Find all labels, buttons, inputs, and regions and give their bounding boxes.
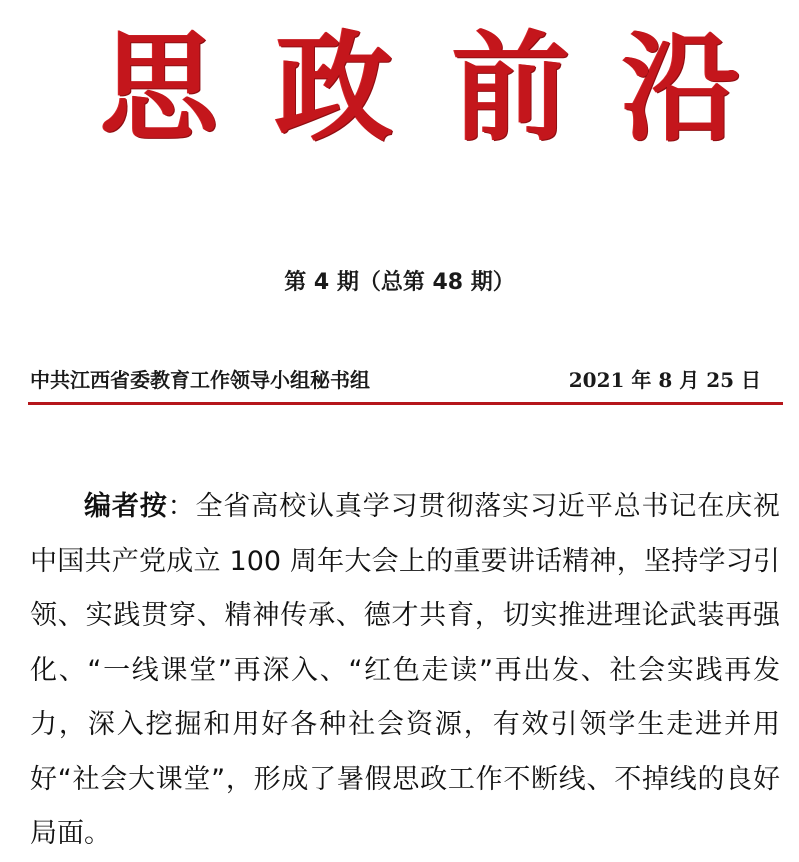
masthead-char-3: 前 (452, 19, 571, 157)
issue-number: 第 4 期（总第 48 期） (284, 270, 515, 295)
issue-date: 2021 年 8 月 25 日 (568, 368, 761, 392)
masthead-char-4: 沿 (622, 19, 741, 157)
masthead-title (0, 18, 799, 158)
masthead-char-2: 政 (275, 19, 394, 157)
masthead-char-1: 思 (100, 19, 219, 157)
editor-note-separator: ： (167, 491, 196, 522)
editor-note-paragraph (30, 480, 780, 862)
issuing-organization: 中共江西省委教育工作领导小组秘书组 (30, 368, 370, 392)
header-divider (28, 402, 783, 405)
editor-note-body: 全省高校认真学习贯彻落实习近平总书记在庆祝中国共产党成立 100 周年大会上的重要讲话精神，坚持学习引领、实践贯穿、精神传承、德才共育，切实推进理论武装再强化、“一线课堂”再深入、“红色走读”再出发、社会实践再发力，深入挖掘和用好各种社会资源，有效引领学生走进并用好“社会大课堂”，形成了暑假思政工作不断线、不掉线的良好局面。 (30, 491, 780, 849)
editor-note-label: 编者按 (84, 491, 168, 522)
